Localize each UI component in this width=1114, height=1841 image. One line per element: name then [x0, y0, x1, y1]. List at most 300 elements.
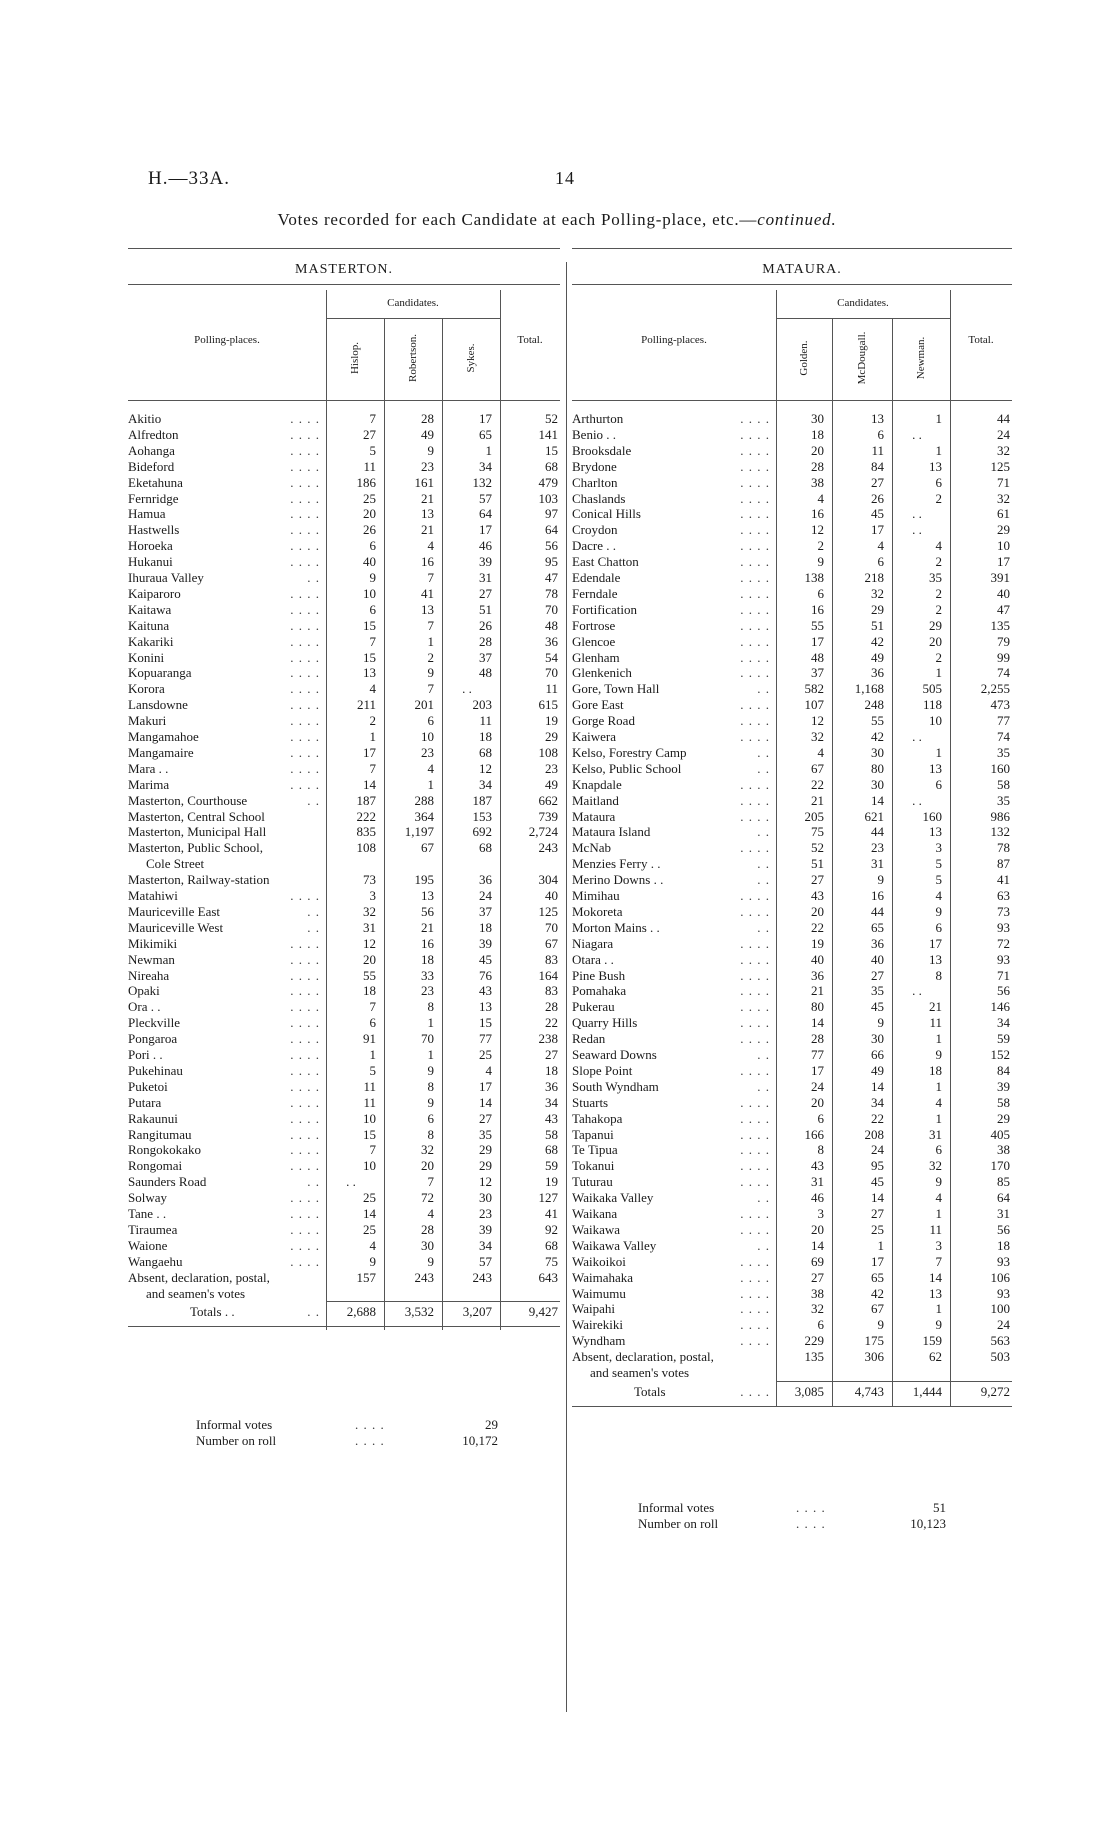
total-count: 34 [545, 1094, 558, 1110]
vote-count: 27 [811, 1269, 824, 1285]
vote-count: 692 [472, 824, 492, 840]
vote-count: 29 [479, 1158, 492, 1174]
leader-dots: . . [757, 1078, 770, 1094]
total-count: 24 [997, 426, 1010, 442]
vote-count: 18 [421, 951, 434, 967]
vote-count: 7 [369, 411, 376, 426]
table-row [572, 968, 1012, 984]
vote-count: 118 [922, 697, 942, 713]
vote-count: 49 [871, 649, 884, 665]
vote-count: 33 [421, 967, 434, 983]
total-count: 125 [538, 903, 558, 919]
polling-place-name: Hamua [128, 506, 166, 522]
polling-place-name: Wangaehu [128, 1253, 183, 1269]
total-count: 99 [997, 649, 1010, 665]
vote-count: 7 [369, 760, 376, 776]
vote-count: 45 [871, 1174, 884, 1190]
polling-place-name: Korora [128, 681, 165, 697]
vote-count: . . [346, 1174, 356, 1190]
vote-count: 9 [369, 1253, 376, 1269]
polling-place-name: Waipahi [572, 1301, 615, 1317]
total-count: 391 [990, 570, 1010, 585]
polling-place-name: Glenkenich [572, 665, 632, 681]
vote-count: 108 [356, 840, 376, 856]
vote-count: 75 [811, 824, 824, 840]
vote-count: 13 [363, 665, 376, 681]
table-row [128, 1095, 560, 1111]
vote-count: 14 [811, 1237, 824, 1253]
leader-dots: . . . . [740, 999, 770, 1015]
leader-dots: . . . . [740, 474, 770, 490]
total-count: 47 [997, 601, 1010, 617]
leader-dots: . . . . [740, 1062, 770, 1078]
vote-count: 2 [427, 649, 434, 665]
polling-place-name: Mikimiki [128, 935, 178, 951]
vote-count: 32 [363, 903, 376, 919]
leader-dots: . . . . [740, 538, 770, 554]
number-on-roll-label: Number on roll [196, 1433, 277, 1448]
total-count: 58 [997, 776, 1010, 792]
leader-dots: . . . . [290, 1206, 320, 1221]
vote-count: 107 [804, 697, 824, 713]
vote-count: 9 [877, 872, 884, 888]
polling-place-name: Tuturau [572, 1174, 613, 1190]
vote-count: 28 [811, 1031, 824, 1047]
total-count: 28 [545, 999, 558, 1015]
table-row [572, 1365, 1012, 1381]
total-count: 103 [538, 490, 558, 506]
polling-place-name: Tahakopa [572, 1110, 623, 1126]
vote-count: 17 [479, 1078, 492, 1094]
table-row [572, 745, 1012, 761]
leader-dots: . . . . [290, 617, 320, 633]
table-row [128, 1254, 560, 1270]
leader-dots: . . . . [740, 1174, 770, 1190]
table-row [128, 936, 560, 952]
table-row [128, 1286, 560, 1302]
total-count: 23 [545, 760, 558, 776]
table-row [572, 459, 1012, 475]
polling-place-name: Chaslands [572, 490, 626, 506]
vote-count: 1 [369, 1047, 376, 1062]
vote-count: 7 [427, 617, 434, 633]
vote-count: 16 [811, 601, 824, 617]
vote-count: 14 [871, 792, 884, 808]
vote-count: 19 [811, 935, 824, 951]
table-row [572, 1349, 1012, 1365]
vote-count: 8 [427, 999, 434, 1015]
polling-place-name: Totals . . [190, 1304, 235, 1320]
vote-count: 2 [817, 538, 824, 554]
vote-count: 153 [472, 808, 492, 824]
table-row [572, 586, 1012, 602]
vote-count: 38 [811, 1285, 824, 1301]
leader-dots: . . . . [290, 426, 320, 442]
total-count: 563 [990, 1333, 1010, 1349]
leader-dots: . . . . [740, 411, 770, 426]
table-row [572, 872, 1012, 888]
table-row [128, 1222, 560, 1238]
polling-place-name: Bideford [128, 458, 175, 474]
polling-place-name: Stuarts [572, 1094, 609, 1110]
polling-place-name: Eketahuna [128, 474, 183, 490]
leader-dots: . . . . [740, 522, 770, 538]
polling-place-name: Cole Street [146, 856, 205, 872]
vote-count: 12 [479, 1174, 492, 1190]
leader-dots: . . [757, 1047, 770, 1062]
vote-count: 1 [935, 1110, 942, 1126]
vote-count: 211 [356, 697, 376, 713]
vote-count: 20 [811, 1094, 824, 1110]
vote-count: 15 [363, 617, 376, 633]
total-count: 43 [545, 1110, 558, 1126]
vote-count: 26 [479, 617, 492, 633]
leader-dots: . . . . [290, 697, 320, 713]
vote-count: 13 [871, 411, 884, 426]
table-row [572, 809, 1012, 825]
vote-count: 1,444 [912, 1383, 942, 1399]
vote-count: 51 [479, 601, 492, 617]
rule [128, 248, 560, 249]
table-row [128, 1174, 560, 1190]
polling-place-name: Kaiparoro [128, 585, 181, 601]
vote-count: 4 [935, 888, 942, 903]
polling-place-name: Benio . . [572, 426, 617, 442]
polling-place-name: Kakariki [128, 633, 174, 649]
vote-count: 72 [421, 1190, 434, 1206]
vote-count: 43 [479, 983, 492, 999]
vote-count: 37 [811, 665, 824, 681]
vote-count: 132 [472, 474, 492, 490]
vote-count: 243 [472, 1269, 492, 1285]
total-count: 49 [545, 776, 558, 792]
polling-place-name: Gore, Town Hall [572, 681, 660, 697]
table-row [128, 1142, 560, 1158]
polling-place-name: Knapdale [572, 776, 622, 792]
vote-count: 32 [871, 585, 884, 601]
leader-dots: . . . . [290, 1221, 320, 1237]
vote-count: 4 [427, 760, 434, 776]
vote-count: 48 [479, 665, 492, 681]
total-count: 93 [997, 1285, 1010, 1301]
leader-dots: . . . . [740, 951, 770, 967]
vote-count: 29 [871, 601, 884, 617]
vote-count: 80 [871, 760, 884, 776]
vote-count: 24 [479, 888, 492, 903]
vote-count: 25 [871, 1221, 884, 1237]
vote-count: 243 [414, 1269, 434, 1285]
vote-count: 55 [811, 617, 824, 633]
vote-count: 9 [935, 1047, 942, 1062]
vote-count: 621 [864, 808, 884, 824]
total-count: 63 [997, 888, 1010, 903]
polling-place-name: Conical Hills [572, 506, 641, 522]
vote-count: 12 [811, 522, 824, 538]
table-row [128, 793, 560, 809]
total-count: 34 [997, 1015, 1010, 1031]
total-count: 41 [997, 872, 1010, 888]
table-row [572, 904, 1012, 920]
table-row [572, 538, 1012, 554]
total-count: 238 [538, 1031, 558, 1047]
table-row [572, 650, 1012, 666]
polling-place-name: Ora . . [128, 999, 161, 1015]
table-row [572, 475, 1012, 491]
polling-place-name: Waione [128, 1237, 168, 1253]
vote-count: 9 [427, 665, 434, 681]
vote-count: 16 [871, 888, 884, 903]
polling-place-name: Pori . . [128, 1047, 163, 1062]
vote-count: 56 [421, 903, 434, 919]
total-count: 58 [545, 1126, 558, 1142]
vote-count: 35 [479, 1126, 492, 1142]
vote-count: 9 [935, 1174, 942, 1190]
vote-count: 30 [871, 776, 884, 792]
table-row [572, 618, 1012, 634]
vote-count: 16 [811, 506, 824, 522]
total-count: 47 [545, 570, 558, 585]
vote-count: 13 [929, 458, 942, 474]
rule [326, 1301, 560, 1302]
table-row [128, 840, 560, 856]
vote-count: 6 [935, 919, 942, 935]
vote-count: 62 [929, 1349, 942, 1365]
vote-count: 4 [427, 538, 434, 554]
polling-place-name: Tane . . [128, 1206, 167, 1221]
polling-place-name: Te Tipua [572, 1142, 618, 1158]
total-count: 2,255 [980, 681, 1010, 697]
total-count: 35 [997, 744, 1010, 760]
total-count: 64 [997, 1190, 1010, 1206]
vote-count: 8 [427, 1078, 434, 1094]
vote-count: 27 [871, 967, 884, 983]
table-row [128, 872, 560, 888]
table-row [572, 1031, 1012, 1047]
vote-count: 65 [871, 919, 884, 935]
polling-place-name: Marima [128, 776, 170, 792]
leader-dots: . . . . [290, 1110, 320, 1126]
table-row [572, 554, 1012, 570]
vote-count: 22 [871, 1110, 884, 1126]
vote-count: 34 [871, 1094, 884, 1110]
vote-count: 43 [811, 888, 824, 903]
vote-count: 18 [929, 1062, 942, 1078]
total-count: 85 [997, 1174, 1010, 1190]
vote-count: 39 [479, 1221, 492, 1237]
vote-count: 10 [363, 585, 376, 601]
vote-count: 95 [871, 1158, 884, 1174]
total-count: 97 [545, 506, 558, 522]
vote-count: 1 [427, 776, 434, 792]
vote-count: 41 [421, 585, 434, 601]
table-row [128, 824, 560, 840]
vote-count: 6 [935, 474, 942, 490]
polling-place-name: Pomahaka [572, 983, 627, 999]
vote-count: 20 [363, 506, 376, 522]
vote-count: 44 [871, 903, 884, 919]
vote-count: 49 [421, 426, 434, 442]
vote-count: 4 [877, 538, 884, 554]
vote-count: 6 [817, 1110, 824, 1126]
rule [572, 1406, 1012, 1407]
table-row [128, 443, 560, 459]
polling-place-name: Horoeka [128, 538, 173, 554]
table-row [572, 665, 1012, 681]
polling-place-name: Niagara [572, 935, 614, 951]
leader-dots: . . . . [740, 840, 770, 856]
leader-dots: . . . . [740, 1031, 770, 1047]
vote-count: 13 [929, 824, 942, 840]
vote-count: 31 [363, 919, 376, 935]
vote-count: 55 [871, 713, 884, 729]
total-count: 70 [545, 601, 558, 617]
vote-count: 229 [804, 1333, 824, 1349]
leader-dots: . . . . [290, 1094, 320, 1110]
polling-place-name: Kaiwera [572, 729, 617, 744]
polling-place-name: Masterton, Central School [128, 808, 265, 824]
vote-count: 13 [421, 888, 434, 903]
leader-dots: . . . . [740, 1333, 770, 1349]
vote-count: 2 [935, 585, 942, 601]
vote-count: 201 [414, 697, 434, 713]
total-count: 125 [990, 458, 1010, 474]
table-row [572, 1317, 1012, 1333]
leader-dots: . . [307, 903, 320, 919]
leader-dots: . . . . [740, 903, 770, 919]
vote-count: 6 [877, 554, 884, 570]
vote-count: 21 [421, 490, 434, 506]
vote-count: 5 [935, 872, 942, 888]
table-row [572, 983, 1012, 999]
total-count: 74 [997, 665, 1010, 681]
vote-count: 45 [871, 999, 884, 1015]
vote-count: 30 [871, 1031, 884, 1047]
table-row [572, 1047, 1012, 1063]
vote-count: 36 [871, 665, 884, 681]
vote-count: 43 [811, 1158, 824, 1174]
leader-dots: . . . . [740, 601, 770, 617]
total-count: 27 [545, 1047, 558, 1062]
leader-dots: . . . . [290, 983, 320, 999]
vote-count: 40 [363, 554, 376, 570]
polling-place-name: Opaki [128, 983, 160, 999]
vote-count: . . [912, 506, 922, 522]
vote-count: 67 [811, 760, 824, 776]
vote-count: 24 [871, 1142, 884, 1158]
polling-place-name: Wyndham [572, 1333, 626, 1349]
vote-count: 364 [414, 808, 434, 824]
vote-count: 27 [479, 1110, 492, 1126]
polling-place-name: and seamen's votes [146, 1285, 246, 1301]
vote-count: 7 [427, 570, 434, 585]
polling-place-name: Mara . . [128, 760, 169, 776]
leader-dots: . . [757, 1190, 770, 1206]
vote-count: 13 [421, 506, 434, 522]
vote-count: 3,207 [462, 1304, 492, 1320]
center-divider [566, 262, 567, 1712]
vote-count: 32 [811, 729, 824, 744]
vote-count: 42 [871, 633, 884, 649]
vote-count: 218 [864, 570, 884, 585]
vote-count: 23 [421, 458, 434, 474]
vote-count: 77 [479, 1031, 492, 1047]
polling-place-name: Hastwells [128, 522, 180, 538]
total-count: 73 [997, 903, 1010, 919]
leader-dots: . . . . [290, 760, 320, 776]
vote-count: 7 [935, 1253, 942, 1269]
polling-place-name: Quarry Hills [572, 1015, 638, 1031]
vote-count: 9 [427, 442, 434, 458]
table-row [572, 1206, 1012, 1222]
table-row [128, 650, 560, 666]
vote-count: 32 [811, 1301, 824, 1317]
vote-count: 31 [479, 570, 492, 585]
total-count: 72 [997, 935, 1010, 951]
vote-count: 76 [479, 967, 492, 983]
leader-dots: . . . . [740, 808, 770, 824]
polling-place-name: Menzies Ferry . . [572, 856, 661, 872]
total-count: 40 [545, 888, 558, 903]
leader-dots: . . [757, 856, 770, 872]
leader-dots: . . . . [796, 1500, 826, 1515]
vote-count: 51 [811, 856, 824, 872]
vote-count: 13 [929, 951, 942, 967]
vote-count: 1 [935, 1031, 942, 1047]
leader-dots: . . . . [290, 1031, 320, 1047]
vote-count: 11 [363, 1094, 376, 1110]
polling-place-name: Waimumu [572, 1285, 626, 1301]
vote-count: 40 [871, 951, 884, 967]
vote-count: 4 [427, 1206, 434, 1221]
vote-count: 2 [935, 554, 942, 570]
total-count: 615 [538, 697, 558, 713]
polling-place-name: Redan [572, 1031, 606, 1047]
table-row [128, 1127, 560, 1143]
vote-count: 4 [369, 1237, 376, 1253]
vote-count: 32 [929, 1158, 942, 1174]
table-row [572, 713, 1012, 729]
polling-place-name: Totals [634, 1383, 666, 1399]
vote-count: 187 [356, 792, 376, 808]
rule [776, 318, 950, 319]
total-count: 95 [545, 554, 558, 570]
table-row [128, 1270, 560, 1286]
polling-place-name: Makuri [128, 713, 167, 729]
vote-count: . . [462, 681, 472, 697]
total-count: 56 [997, 1221, 1010, 1237]
polling-place-name: Otara . . [572, 951, 614, 967]
vote-count: 66 [871, 1047, 884, 1062]
vote-count: . . [912, 983, 922, 999]
vote-count: 15 [363, 1126, 376, 1142]
vote-count: 4 [935, 1094, 942, 1110]
vote-count: 2,688 [346, 1304, 376, 1320]
total-count: 10 [997, 538, 1010, 554]
vote-count: 9 [935, 903, 942, 919]
vote-count: 6 [427, 713, 434, 729]
total-count: 100 [990, 1301, 1010, 1317]
polling-place-name: Gorge Road [572, 713, 635, 729]
vote-count: 22 [811, 919, 824, 935]
total-count: 87 [997, 856, 1010, 872]
vote-count: 67 [421, 840, 434, 856]
polling-place-name: Newman [128, 951, 175, 967]
rule [128, 284, 560, 285]
vote-count: 34 [479, 458, 492, 474]
polling-place-name: Kelso, Forestry Camp [572, 744, 687, 760]
table-row [128, 618, 560, 634]
polling-place-name: Saunders Road [128, 1174, 207, 1190]
